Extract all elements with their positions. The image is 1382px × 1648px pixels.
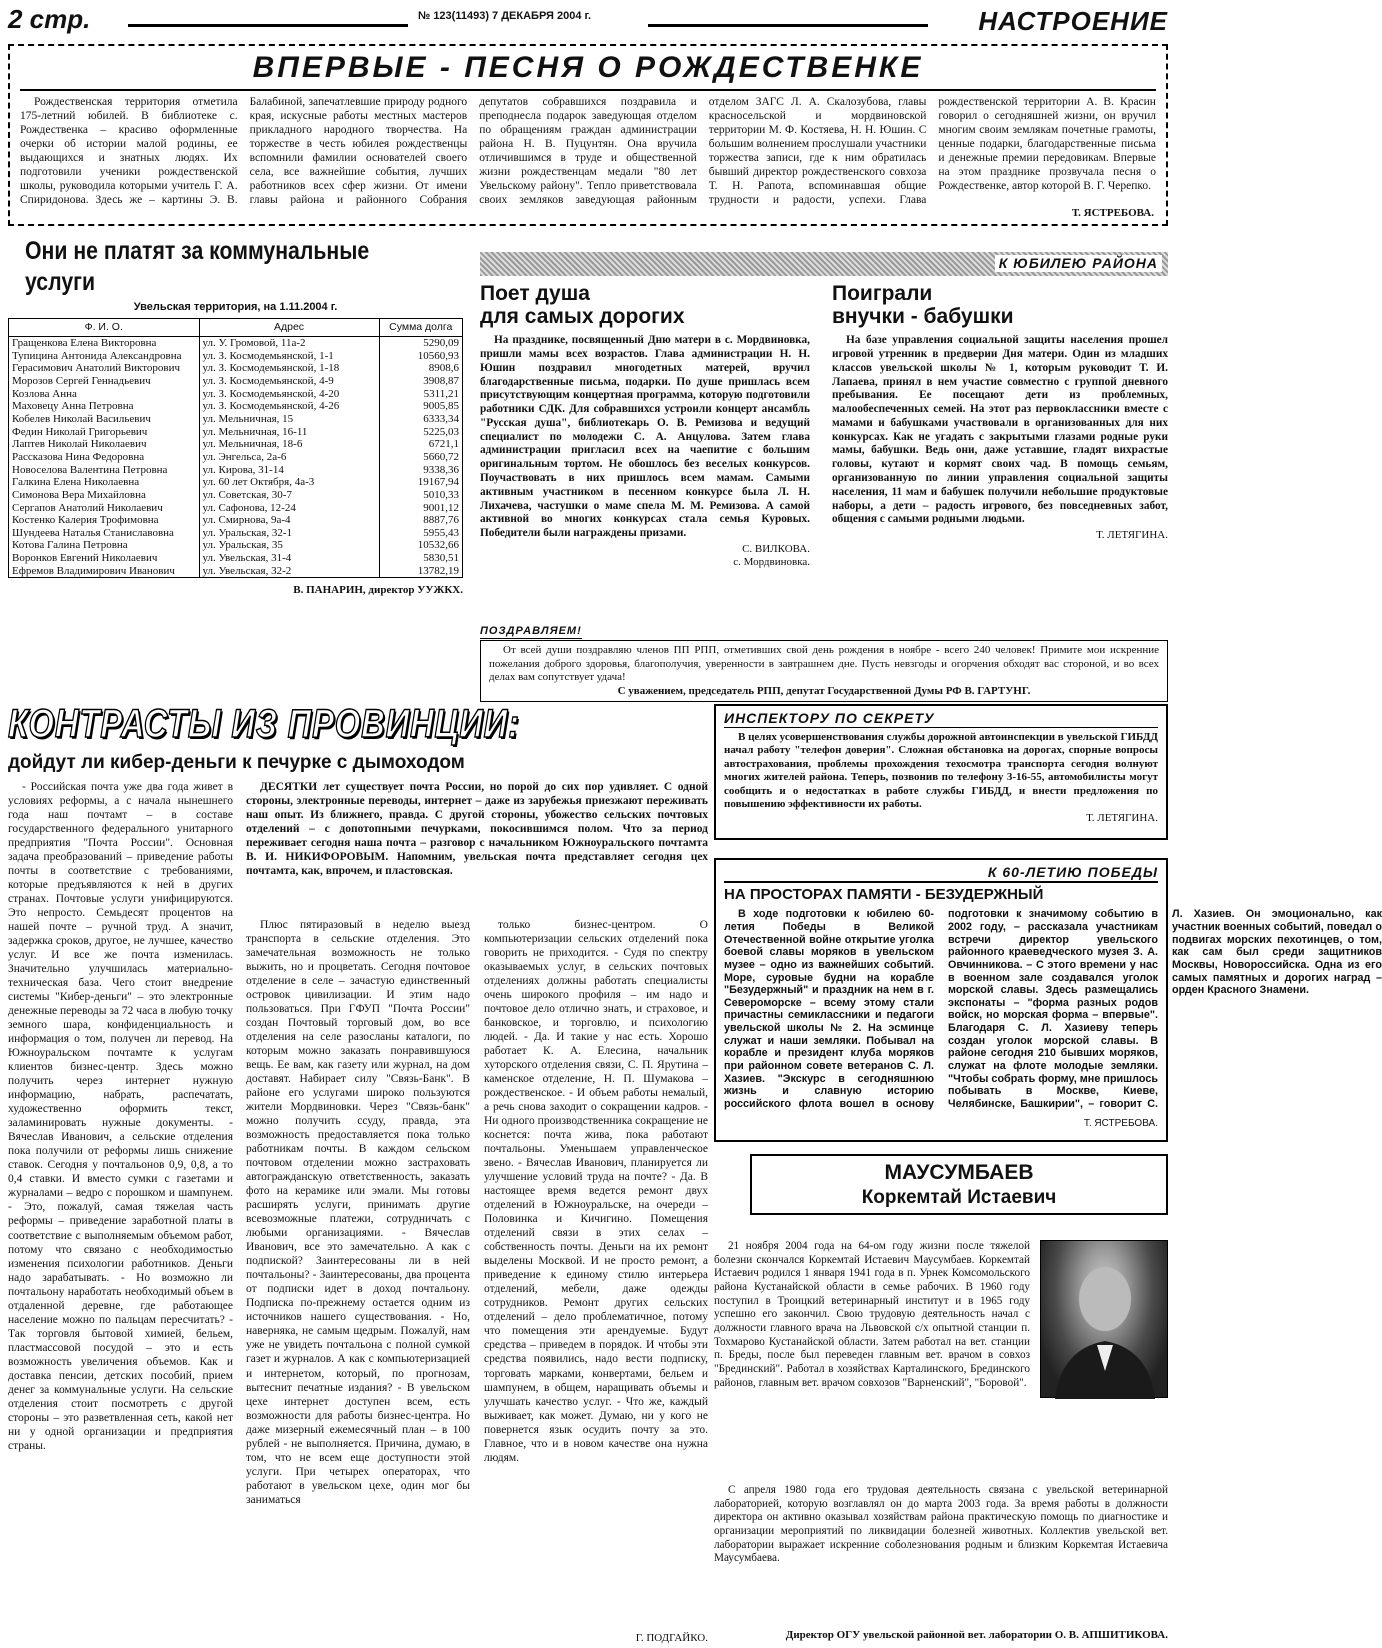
debtor-amount: 9005,85 <box>423 400 459 413</box>
debtor-address: ул. Мельничная, 16-11 <box>199 426 379 439</box>
debtors-table <box>9 319 462 577</box>
victory-text: В ходе подготовки к юбилею 60-летия Победы в Великой Отечественной войне открытие уголка боевой славы моряков в увельском музее – одно из важнейших событий. Море, суровые будни на корабле "Безудержный" и праздник на нем в г. Североморске – всему этому стали причастны семиклассники и педагоги увельской школы № 2. На эсминце служат и наши земляки. Побывал на корабле и президент клуба моряков при районном совете ветеранов С. Л. Хазиев. "Экскурс в сегодняшнюю жизнь и славную историю российского флота вошел в основу подготовки к значимому событию в 2002 году, – рассказала участникам встречи директор увельского районного краеведческого музея З. А. Овчинникова. – С этого времени у нас в военном зале создавался уголок морской славы. Здесь размещались экспонаты – "форма разных родов войск, но морская форма – впервые". Благодаря С. Л. Хазиеву теперь создан уголок морской славы. В районе сегодня 210 бывших моряков, служат на флоте молодые земляки. "Чтобы собрать форму, мне пришлось побывать в Москве, Киеве, Челябинске, Башкирии", – говорит С. Л. Хазиев. Он эмоционально, как участник военных событий, поведал о подвигах морских пехотинцев, о том, как сам был среди защитников Москвы, Новороссийска. Одна из его самых памятных и дорогих наград – орден Красного Знамени. <box>724 908 1382 1110</box>
song-author: С. ВИЛКОВА. <box>742 542 810 555</box>
table-row <box>9 565 462 578</box>
inspector-author: Т. ЛЕТЯГИНА. <box>1086 811 1158 824</box>
debtor-address: ул. Энгельса, 2а-6 <box>199 451 379 464</box>
section-title: НАСТРОЕНИЕ <box>978 6 1168 36</box>
play-author: Т. ЛЕТЯГИНА. <box>1096 529 1168 542</box>
debtor-amount: 5290,09 <box>423 337 459 350</box>
debtor-name: Галкина Елена Николаевна <box>9 476 199 489</box>
page-number: 2 стр. <box>8 4 91 34</box>
debtor-address: ул. З. Космодемьянской, 1-1 <box>199 350 379 363</box>
debtor-address: ул. Смирнова, 9а-4 <box>199 514 379 527</box>
debtor-name: Шундеева Наталья Станиславовна <box>9 527 199 540</box>
obituary-text-2: С апреля 1980 года его трудовая деятельность связана с увельской ветеринарной лабораторией, которую возглавлял он до марта 2003 года. За время работы в должности директора он активно оказывал хозяйствам района практическую помощь по диагностике и организации мероприятий по ликвидации болезней животных. Коллектив увельской вет. лаборатории выражает искренние соболезнования родным и близким Коркемтая Истаевича Маусумбаева. <box>714 1484 1168 1565</box>
table-row <box>9 464 462 477</box>
debtor-address: ул. Мельничная, 15 <box>199 413 379 426</box>
header-rule-left <box>128 24 408 27</box>
contrasts-col3: только бизнес-центром. О компьютеризации сельских отделений пока говорить не приходится. - Судя по спектру оказываемых услуг, в сельских почтовых отделениях должны работать специалисты очень широкого профиля – им надо и почтовое дело отлично знать, и страховое, и банковское, и торговлю, и психологию людей. - Да. И такие у нас есть. Хорошо работает К. А. Елесина, начальник хуторского отделения связи, С. П. Ярутина – каменское отделение, Н. П. Шумакова – рождественское. - И объем работы немалый, а речь снова заходит о сокращении кадров. - Ни одного производственника сокращение не коснется: почта жива, пока работают почтальоны. Уменьшаем управленческое звено. - Вячеслав Иванович, планируется ли улучшение условий труда на почте? - Да. В настоящее время ведется ремонт двух отделений в Южноуральске, на очереди – Половинка и Кичигино. Помещения отделений связи в этих селах – собственность почты. Деньги на их ремонт выделены Москвой. И не просто ремонт, а приведение к единому стилю интерьера отделений, мебели, даже одежды сотрудников. Ремонт других сельских отделений – дело проблематичное, потому что помещения эти арендуемые. Будут средства – приведем в порядок. И чтобы эти средства появились, надо вести подписку, торговать марками, конвертами, бельем и шампунем, в общем, наращивать объемы и улучшать качество услуг. - Что же, каждый выживает, как может. Думаю, ни у кого не повернется язык осудить почту за это. Главное, что и в новом качестве она нужна людям. <box>484 919 708 1464</box>
obituary-text-1: 21 ноября 2004 года на 64-ом году жизни после тяжелой болезни скончался Коркемтай Истаевич Маусумбаев. Коркемтай Истаевич родился 1 января 1941 года в п. Урнек Комсомольского района Кустанайской области в семье рабочих. В 1960 году поступил в Троицкий ветеринарный институт и в 1965 году успешно его закончил. Свою трудовую деятельность начал с должности главного врача на Львовской с/х опытной станции п. Тохмарово Кустанайской области. Затем работал на вет. станции п. Бреды, после был переведен главным вет. врачом в совхоз "Брединский". Работал в хозяйствах Карталинского, Брединского районов, главным вет. врачом совхозов "Варненский", "Боровой". <box>714 1240 1030 1389</box>
obituary-portrait <box>1040 1240 1168 1398</box>
christmas-text: Рождественская территория отметила 175-летний юбилей. В библиотеке с. Рождественка – красиво оформленные очерки об истории малой родины, ее выдающихся и знатных людях. Их подготовили ученики рождественской школы, руководила которыми учитель Г. А. Спиридонова. Здесь же – картины Э. В. Балабиной, запечатлевшие природу родного края, искусные работы местных мастеров прикладного народного творчества. На торжестве в честь юбилея рождественцы вспомнили фамилии основателей своего села, все важнейшие события, лучших работников всех сфер жизни. От имени главы района и районного Собрания депутатов собравшихся поздравила и преподнесла подарок заведующая отделом по обращениям граждан администрации района Н. В. Пуцунтян. Она вручила отличившимся в труде и общественной жизни рождественцам медали "80 лет Увельскому району". Тепло приветствовала своих земляков заведующая районным отделом ЗАГС Л. А. Скалозубова, главы красносельской и мордвиновской территории М. Ф. Костяева, Н. Н. Юшин. С большим волнением прослушали участники торжества записи, где к ним обратилась бывший директор рождественского совхоза Т. Н. Рапота, вспоминавшая общие трудности и радости, успехи. Глава рождественской территории А. В. Красин говорил о сегодняшней жизни, он вручил многим своим землякам почетные грамоты, ценные подарки, благодарственные письма и денежные премии передовикам. Впервые на этом празднике прозвучала песня о Рождественке, автор которой В. Г. Черепко. <box>20 95 1156 206</box>
debtor-address: ул. Уральская, 32-1 <box>199 527 379 540</box>
victory-author: Т. ЯСТРЕБОВА. <box>1083 1118 1158 1130</box>
table-row <box>9 489 462 502</box>
table-row <box>9 502 462 515</box>
contrasts-col1: - Российская почта уже два года живет в условиях реформы, а с начала нынешнего года наш почтамт – в составе государственного федерального унитарного предприятия "Почта России". Основная задача преобразований – приведение работы почты в соответствие с требованиями, которые предъявляются к ней в других странах. Почтовые услуги унифицируются. Это непросто. Семьдесят процентов на нашей почте – ручной труд. А значит, задержка сроков, другое, не лучшее, качество услуг. И все же почта изменилась. Значительно улучшилась материально-техническая база. Чего стоит внедрение системы "Кибер-деньги" – это электронные денежные переводы за 72 часа в любую точку земного шара, конфиденциальность и информация о том, получен ли перевод. На Южноуральском почтамте к услугам клиентов бизнес-центр. Здесь можно получить через интернет нужную информацию, набрать, распечатать, художественно оформить текст, заламинировать нужные документы. - Вячеслав Иванович, а сельские отделения пока получили от реформы лишь снижение ставок. Сегодня у почтальонов 0,9, 0,8, а то 0,4 ставки. И вместо сумки с газетами и журналами – ведро с порошком и шампунем. - Это, пожалуй, самая тяжелая часть реформы – приведение заработной платы в соответствие с выполняемым объемом работ, потому что связано с необходимостью изменения психологии работников. Деньги надо зарабатывать. - Но возможно ли почтальону наработать необходимый объем в отдаленной деревне, где работающее население можно по пальцам пересчитать? - Так торговля бытовой химией, бельем, пластмассовой посудой – это и есть возможность увеличения объемов. Как и доставка пенсии, детских пособий, прием денег за коммунальные услуги. На сельские отделения стоит посмотреть с другой стороны – это разветвленная сеть, какой нет ни у одной организации и предприятия страны. <box>8 781 233 1452</box>
debtor-name: Кобелев Николай Васильевич <box>9 413 199 426</box>
debtor-address: ул. Увельская, 32-2 <box>199 565 379 578</box>
debtor-amount: 10532,66 <box>417 539 459 552</box>
debtor-address: ул. Увельская, 31-4 <box>199 552 379 565</box>
table-row <box>9 426 462 439</box>
debtor-name: Воронков Евгений Николаевич <box>9 552 199 565</box>
debtor-address: ул. Сафонова, 12-24 <box>199 502 379 515</box>
col-debt: Сумма долга <box>379 319 462 336</box>
table-row <box>9 438 462 451</box>
victory-article <box>714 858 1382 1142</box>
obituary <box>714 1154 1168 1644</box>
debtor-name: Котова Галина Петровна <box>9 539 199 552</box>
inspector-article <box>714 704 1168 840</box>
debtor-address: ул. З. Космодемьянской, 4-26 <box>199 400 379 413</box>
congrats-text: От всей души поздравляю членов ПП РПП, отметивших свой день рождения в ноябре - всего 240 человек! Примите мои искренние пожелания доброго здоровья, благополучия, уверенности в завтрашнем дне. Пусть невзгоды и огорчения обходят вас стороной, и во всех делах вам сопутствует удача! <box>489 644 1159 684</box>
table-row <box>9 539 462 552</box>
debtor-address: ул. З. Космодемьянской, 1-18 <box>199 362 379 375</box>
debtor-amount: 6721,1 <box>428 438 459 451</box>
debtor-name: Сергапов Анатолий Николаевич <box>9 502 199 515</box>
table-row <box>9 514 462 527</box>
debtor-name: Маховецу Анна Петровна <box>9 400 199 413</box>
contrasts-title: КОНТРАСТЫ ИЗ ПРОВИНЦИИ: <box>8 702 520 746</box>
jubilee-label: К ЮБИЛЕЮ РАЙОНА <box>995 255 1162 272</box>
debtor-name: Федин Николай Григорьевич <box>9 426 199 439</box>
debtor-amount: 8908,6 <box>428 362 459 375</box>
debtors-block <box>8 236 463 691</box>
contrasts-col2: Плюс пятиразовый в неделю выезд транспорта в сельские отделения. Это замечательная возможность не только выжить, но и процветать. Сегодня почтовое отделение в селе – зачастую единственный островок цивилизации. И этим надо пользоваться. При ГФУП "Почта России" создан Почтовый торговый дом, во все отделения на селе разосланы каталоги, по которым можно заказать понравившуюся вещь. Ее вам, как газету или журнал, на дом доставят. Набирает силу "Связь-Банк". В районе его услугами широко пользуются жители Мордвиновки. Через "Связь-банк" можно получить ссуду, правда, эта возможность предоставляется пока только работникам почты. В каждом сельском почтовом отделении можно застраховать автогражданскую ответственность, заказать фото на керамике или эмали. Мы готовы расширять услуги, принимать другие всевозможные платежи, сотрудничать с любыми организациями. - Вячеслав Иванович, все это замечательно. А как с подпиской? Заинтересованы ли в ней почтальоны? - Заинтересованы, два процента от подписки идет в доход почтальону. Подписка по-прежнему остается одним из источников нашего существования. - Но, наверняка, не самым щедрым. Пожалуй, нам уже не увидеть почтальона с полной сумкой газет и журналов. А как с компьютеризацией и интернетом, который, по прогнозам, вытеснит печатные издания? - В увельском цехе интернет доступен всем, есть возможности для работы бизнес-центра. Но даже мизерный ежемесячный план – в 100 рублей - не выполняется. Причина, думаю, в том, что не всем еще доступности этой услуги. При четырех операторах, что работают в увельском цехе, один мог бы заниматься <box>246 919 470 1506</box>
debtor-amount: 8887,76 <box>423 514 459 527</box>
victory-label: К 60-ЛЕТИЮ ПОБЕДЫ <box>724 864 1158 883</box>
song-title-1: Поет душа <box>480 282 590 305</box>
debtor-amount: 5660,72 <box>423 450 459 463</box>
col-address: Адрес <box>199 319 379 336</box>
table-row <box>9 413 462 426</box>
obituary-heading <box>750 1154 1168 1215</box>
debtor-amount: 9338,36 <box>423 463 459 476</box>
congrats-block <box>480 624 1168 697</box>
congrats-author: С уважением, председатель РПП, депутат Государственной Думы РФ В. ГАРТУНГ. <box>617 684 1031 697</box>
table-row <box>9 337 462 350</box>
debtor-address: ул. У. Громовой, 11а-2 <box>199 337 379 350</box>
debtor-amount: 13782,19 <box>417 564 459 577</box>
table-row <box>9 400 462 413</box>
congrats-box <box>480 640 1168 702</box>
col-name: Ф. И. О. <box>9 319 199 336</box>
debtor-name: Морозов Сергей Геннадьевич <box>9 375 199 388</box>
congrats-label: ПОЗДРАВЛЯЕМ! <box>480 625 582 639</box>
song-title-2: для самых дорогих <box>480 305 685 329</box>
debtor-address: ул. З. Космодемьянской, 4-9 <box>199 375 379 388</box>
debtor-name: Новоселова Валентина Петровна <box>9 464 199 477</box>
debtor-name: Рассказова Нина Федоровна <box>9 451 199 464</box>
contrasts-article <box>8 700 708 1645</box>
play-title-2: внучки - бабушки <box>832 305 1014 329</box>
table-header-row <box>9 319 462 336</box>
debtor-name: Ефремов Владимирович Иванович <box>9 565 199 578</box>
play-article <box>832 282 1168 612</box>
table-row <box>9 388 462 401</box>
inspector-title: ИНСПЕКТОРУ ПО СЕКРЕТУ <box>724 710 1158 728</box>
debtor-name: Тупицина Антонида Александровна <box>9 350 199 363</box>
debtor-name: Симонова Вера Михайловна <box>9 489 199 502</box>
debtor-amount: 5955,43 <box>423 526 459 539</box>
debtor-amount: 9001,12 <box>423 501 459 514</box>
debtor-name: Герасимович Анатолий Викторович <box>9 362 199 375</box>
debtor-amount: 5010,33 <box>423 488 459 501</box>
contrasts-subtitle: дойдут ли кибер-деньги к печурке с дымоходом <box>8 751 465 773</box>
table-row <box>9 350 462 363</box>
page-header <box>8 4 1168 40</box>
debtors-title: Они не платят за коммунальные услуги <box>25 237 370 296</box>
contrasts-lead: ДЕСЯТКИ лет существует почта России, но порой до сих пор удивляет. С одной стороны, электронные переводы, интернет – даже из зарубежья приезжают переживать наш опыт. Из ближнего, правда. С другой стороны, убожество сельских почтовых отделений – с допотопными печурками, покосившимся полом. Что за период переживает сегодня наша почта – разговор с начальником Южноуральского почтамта В. И. НИКИФОРОВЫМ. Напомним, увельская почта представляет сегодня цех почтамта, как, впрочем, и пластовская. <box>246 781 708 878</box>
obituary-author: Директор ОГУ увельской районной вет. лаборатории О. В. АПШИТИКОВА. <box>785 1628 1168 1641</box>
song-article <box>480 282 810 612</box>
debtor-name: Лаптев Николай Николаевич <box>9 438 199 451</box>
debtor-name: Костенко Калерия Трофимовна <box>9 514 199 527</box>
play-text: На базе управления социальной защиты населения прошел игровой утренник в предверии Дня матери. Один из младших классов увельской школы № 1, которым руководит Т. И. Лапаева, принял в нем участие совместно с группой дневного пребывания. Ее посещают дети из проблемных, малообеспеченных семей. На этот раз первоклассники вместе с мамами и бабушками участвовали в организованных для них конкурсах. Как не угадать с закрытыми глазами родные руки мамы, бабушки. Ведь они, даже уставшие, гладят вихрастые головы, кутают и кормят своих чад. В помощь семьям, организованную по линии управления социальной защиты населения, 11 мам и бабушек получили небольшие продуктовые наборы, а дети – радость игрового, без повседневных забот, общения с самыми родными людьми. <box>832 334 1168 526</box>
header-rule-right <box>648 24 928 27</box>
christmas-author: Т. ЯСТРЕБОВА. <box>1071 206 1154 219</box>
debtor-amount: 19167,94 <box>417 476 459 489</box>
jubilee-banner <box>480 252 1168 276</box>
debtor-address: ул. Советская, 30-7 <box>199 489 379 502</box>
song-place: с. Мордвиновка. <box>733 556 810 569</box>
christmas-article <box>8 44 1168 226</box>
contrasts-author: Г. ПОДГАЙКО. <box>635 1631 708 1644</box>
obituary-given-name: Коркемтай Истаевич <box>861 1186 1057 1208</box>
victory-title: НА ПРОСТОРАХ ПАМЯТИ - БЕЗУДЕРЖНЫЙ <box>724 886 1044 904</box>
debtor-amount: 5225,03 <box>423 425 459 438</box>
debtor-name: Козлова Анна <box>9 388 199 401</box>
debtor-amount: 6333,34 <box>423 413 459 426</box>
debtor-address: ул. Уральская, 35 <box>199 539 379 552</box>
table-row <box>9 375 462 388</box>
debtor-amount: 3908,87 <box>423 375 459 388</box>
issue-date: № 123(11493) 7 ДЕКАБРЯ 2004 г. <box>418 10 592 22</box>
debtor-amount: 5311,21 <box>423 387 459 400</box>
inspector-text: В целях усовершенствования службы дорожной автоинспекции в увельской ГИБДД начал работу "телефон доверия". Сложная обстановка на дорогах, спорные вопросы автострахования, проблемы прохождения техосмотра транспорта сегодня волнуют многих жителей района. Теперь, позвонив по телефону 3-16-55, автомобилисты могут сообщить и о недостатках в работе службы ГИБДД, и внести предложения по повышению эффективности их работы. <box>724 731 1158 811</box>
debtors-author: В. ПАНАРИН, директор УУЖКХ. <box>293 584 463 597</box>
obituary-surname: МАУСУМБАЕВ <box>884 1161 1034 1184</box>
debtor-name: Гращенкова Елена Викторовна <box>9 337 199 350</box>
debtor-amount: 5830,51 <box>423 552 459 565</box>
debtors-subtitle: Увельская территория, на 1.11.2004 г. <box>133 301 338 313</box>
table-row <box>9 552 462 565</box>
play-title-1: Поиграли <box>832 282 933 305</box>
table-row <box>9 362 462 375</box>
debtor-amount: 10560,93 <box>417 349 459 362</box>
table-row <box>9 476 462 489</box>
song-text: На празднике, посвященный Дню матери в с. Мордвиновка, пришли мамы всех возрастов. Глава администрации Н. Н. Юшин поздравил многодетных матерей, вручил благодарственные письма, подарки. По душе пришлась всем присутствующим концертная программа, которую подготовили работники СДК. Для собравшихся устроили концерт ансамбль "Русская душа", библиотекарь О. В. Ремизова и ведущий специалист по молодежи С. А. Анцулова. Затем глава администрации пригласил всех на чаепитие с большим оригинальным тортом. Не обошлось без веселых конкурсов. Поучаствовать в них пришлось всем мамам. Самыми активным участником в песенном конкурсе была Л. Н. Лихачева, частушки о маме спела М. М. Ремизова. А самой активной во многих конкурсах стала семья Куровых. Победители были награждены призами. <box>480 334 810 540</box>
debtor-address: ул. Мельничная, 18-6 <box>199 438 379 451</box>
table-row <box>9 451 462 464</box>
table-row <box>9 527 462 540</box>
debtor-address: ул. Кирова, 31-14 <box>199 464 379 477</box>
debtor-address: ул. 60 лет Октября, 4а-3 <box>199 476 379 489</box>
debtor-address: ул. З. Космодемьянской, 4-20 <box>199 388 379 401</box>
christmas-title: ВПЕРВЫЕ - ПЕСНЯ О РОЖДЕСТВЕНКЕ <box>20 50 1156 91</box>
